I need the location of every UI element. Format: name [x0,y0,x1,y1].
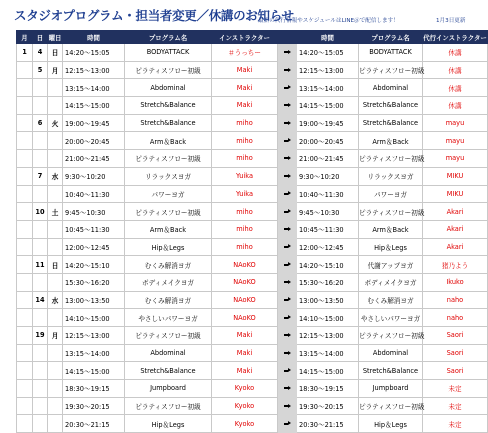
instructor-cell: Maki [212,79,278,97]
time-cell: 18:30〜19:15 [63,380,125,398]
time-cell: 12:00〜12:45 [63,238,125,256]
new-time-cell: 14:20〜15:10 [297,256,359,274]
weekday-cell [48,309,63,327]
program-cell: BODYATTACK [125,44,212,62]
new-time-cell: 14:15〜15:00 [297,362,359,380]
program-cell: むくみ解消ヨガ [125,256,212,274]
col-header-month: 月 [17,31,33,44]
month-cell [17,97,33,115]
program-cell: ピラティスフロー初級 [125,150,212,168]
time-cell: 10:45〜11:30 [63,220,125,238]
substitute-cell: mayu [423,114,488,132]
weekday-cell [48,238,63,256]
arrow-cell [278,256,297,274]
day-cell: 19 [33,327,48,345]
right-arrow-icon [284,244,291,249]
program-cell: リラックスヨガ [125,167,212,185]
substitute-cell: Akari [423,220,488,238]
instructor-cell: Maki [212,362,278,380]
weekday-cell: 日 [48,44,63,62]
new-time-cell: 13:15〜14:00 [297,344,359,362]
col-header-weekday: 曜日 [48,31,63,44]
weekday-cell [48,273,63,291]
substitute-cell: mayu [423,150,488,168]
day-cell [33,220,48,238]
arrow-cell [278,309,297,327]
day-cell [33,362,48,380]
instructor-cell: miho [212,132,278,150]
right-arrow-icon [284,50,291,55]
program-cell: Hip＆Legs [125,238,212,256]
month-cell [17,327,33,345]
day-cell [33,97,48,115]
new-time-cell: 19:30〜20:15 [297,397,359,415]
program-cell: Arm＆Back [125,220,212,238]
instructor-cell: Kyoko [212,397,278,415]
day-cell [33,415,48,433]
month-cell [17,415,33,433]
time-cell: 14:20〜15:05 [63,44,125,62]
arrow-cell [278,150,297,168]
month-cell [17,79,33,97]
instructor-cell: Yuika [212,185,278,203]
time-cell: 10:40〜11:30 [63,185,125,203]
program-cell: Stretch&Balance [125,114,212,132]
substitute-cell: 未定 [423,415,488,433]
program-cell: パワーヨガ [125,185,212,203]
weekday-cell [48,220,63,238]
instructor-cell: Maki [212,327,278,345]
time-cell: 21:00〜21:45 [63,150,125,168]
arrow-cell [278,415,297,433]
day-cell [33,380,48,398]
substitute-cell: Akari [423,238,488,256]
instructor-cell: miho [212,220,278,238]
right-arrow-icon [284,386,291,391]
table-row [17,362,488,380]
arrow-cell [278,238,297,256]
table-header-row [17,31,488,44]
program-cell: Abdominal [125,344,212,362]
new-time-cell: 19:00〜19:45 [297,114,359,132]
month-cell [17,220,33,238]
instructor-cell: Kyoko [212,380,278,398]
substitute-cell: mayu [423,132,488,150]
right-arrow-icon [284,262,291,267]
weekday-cell: 月 [48,61,63,79]
arrow-cell [278,79,297,97]
weekday-cell [48,380,63,398]
program-cell: Jumpboard [125,380,212,398]
line-notice: 最新の代行情報やスケジュールはLINE＠で配信します！ [258,18,399,24]
day-cell: 14 [33,291,48,309]
time-cell: 12:15〜13:00 [63,327,125,345]
new-program-cell: Stretch&Balance [359,362,423,380]
table-row [17,97,488,115]
day-cell: 4 [33,44,48,62]
table-row [17,79,488,97]
weekday-cell: 月 [48,327,63,345]
weekday-cell: 火 [48,114,63,132]
time-cell: 15:30〜16:20 [63,273,125,291]
new-time-cell: 21:00〜21:45 [297,150,359,168]
time-cell: 19:30〜20:15 [63,397,125,415]
arrow-cell [278,114,297,132]
right-arrow-icon [284,280,291,285]
weekday-cell: 水 [48,291,63,309]
arrow-cell [278,97,297,115]
right-arrow-icon [284,209,291,214]
month-cell [17,61,33,79]
substitute-cell: Saori [423,344,488,362]
col-header-instructor: インストラクター [212,31,278,44]
table-row [17,167,488,185]
day-cell: 10 [33,203,48,221]
right-arrow-icon [284,121,291,126]
right-arrow-icon [284,297,291,302]
arrow-cell [278,220,297,238]
day-cell [33,150,48,168]
col-header-arrow [278,31,297,44]
program-cell: ピラティスフロー初級 [125,203,212,221]
instructor-cell: NAoKO [212,256,278,274]
instructor-cell: NAoKO [212,309,278,327]
new-program-cell: リラックスヨガ [359,167,423,185]
weekday-cell [48,132,63,150]
program-cell: ボディメイクヨガ [125,273,212,291]
new-program-cell: パワーヨガ [359,185,423,203]
arrow-cell [278,397,297,415]
arrow-cell [278,380,297,398]
table-row [17,415,488,433]
right-arrow-icon [284,103,291,108]
month-cell [17,150,33,168]
table-row [17,344,488,362]
weekday-cell [48,344,63,362]
new-program-cell: ボディメイクヨガ [359,273,423,291]
time-cell: 9:45〜10:30 [63,203,125,221]
day-cell [33,132,48,150]
right-arrow-icon [284,315,291,320]
time-cell: 13:15〜14:00 [63,79,125,97]
right-arrow-icon [284,404,291,409]
substitute-cell: MIKU [423,167,488,185]
new-program-cell: やさしいパワーヨガ [359,309,423,327]
new-program-cell: ピラティスフロー初級 [359,397,423,415]
right-arrow-icon [284,368,291,373]
col-header-new-program: プログラム名 [359,31,423,44]
table-row [17,256,488,274]
program-cell: Abdominal [125,79,212,97]
substitute-cell: naho [423,291,488,309]
weekday-cell [48,97,63,115]
substitute-cell: 休講 [423,97,488,115]
program-cell: Stretch&Balance [125,362,212,380]
table-row [17,273,488,291]
arrow-cell [278,327,297,345]
day-cell [33,238,48,256]
new-time-cell: 12:00〜12:45 [297,238,359,256]
weekday-cell [48,150,63,168]
month-cell [17,185,33,203]
substitute-cell: 未定 [423,397,488,415]
day-cell [33,79,48,97]
program-cell: むくみ解消ヨガ [125,291,212,309]
instructor-cell: miho [212,150,278,168]
new-time-cell: 20:00〜20:45 [297,132,359,150]
new-program-cell: Jumpboard [359,380,423,398]
day-cell: 11 [33,256,48,274]
arrow-cell [278,185,297,203]
month-cell [17,380,33,398]
time-cell: 20:00〜20:45 [63,132,125,150]
updated-date: 1月3日更新 [436,18,466,24]
right-arrow-icon [284,156,291,161]
time-cell: 13:00〜13:50 [63,291,125,309]
new-time-cell: 15:30〜16:20 [297,273,359,291]
program-cell: Hip＆Legs [125,415,212,433]
substitute-cell: 未定 [423,380,488,398]
arrow-cell [278,344,297,362]
arrow-cell [278,291,297,309]
new-time-cell: 10:40〜11:30 [297,185,359,203]
right-arrow-icon [284,85,291,90]
instructor-cell: NAoKO [212,273,278,291]
weekday-cell: 水 [48,167,63,185]
arrow-cell [278,132,297,150]
new-program-cell: Hip＆Legs [359,415,423,433]
substitute-cell: 休講 [423,79,488,97]
instructor-cell: Maki [212,97,278,115]
new-time-cell: 9:45〜10:30 [297,203,359,221]
day-cell: 7 [33,167,48,185]
table-row [17,397,488,415]
substitute-cell: naho [423,309,488,327]
arrow-cell [278,273,297,291]
substitute-cell: 猪乃よう [423,256,488,274]
right-arrow-icon [284,68,291,73]
new-time-cell: 12:15〜13:00 [297,61,359,79]
new-time-cell: 9:30〜10:20 [297,167,359,185]
new-program-cell: Hip＆Legs [359,238,423,256]
time-cell: 9:30〜10:20 [63,167,125,185]
month-cell [17,273,33,291]
instructor-cell: miho [212,114,278,132]
right-arrow-icon [284,138,291,143]
table-row [17,114,488,132]
table-row [17,309,488,327]
weekday-cell [48,79,63,97]
instructor-cell: Maki [212,344,278,362]
substitute-cell: Ikuko [423,273,488,291]
substitute-cell: Akari [423,203,488,221]
day-cell [33,309,48,327]
table-row [17,327,488,345]
table-row [17,220,488,238]
weekday-cell: 土 [48,203,63,221]
right-arrow-icon [284,421,291,426]
arrow-cell [278,61,297,79]
new-time-cell: 18:30〜19:15 [297,380,359,398]
right-arrow-icon [284,333,291,338]
instructor-cell: ＃うっちー [212,44,278,62]
month-cell [17,309,33,327]
weekday-cell [48,185,63,203]
right-arrow-icon [284,227,291,232]
day-cell: 5 [33,61,48,79]
time-cell: 12:15〜13:00 [63,61,125,79]
page-title: スタジオプログラム・担当者変更／休講のお知らせ [14,8,294,23]
col-header-substitute: 代行インストラクター [423,31,488,44]
month-cell [17,203,33,221]
time-cell: 14:20〜15:10 [63,256,125,274]
new-time-cell: 10:45〜11:30 [297,220,359,238]
table-row [17,238,488,256]
table-row [17,150,488,168]
instructor-cell: Maki [212,61,278,79]
weekday-cell [48,415,63,433]
program-cell: ピラティスフロー初級 [125,61,212,79]
substitute-cell: 休講 [423,44,488,62]
instructor-cell: Yuika [212,167,278,185]
day-cell [33,397,48,415]
col-header-new-time: 時間 [297,31,359,44]
substitute-cell: Saori [423,362,488,380]
table-row [17,61,488,79]
time-cell: 20:30〜21:15 [63,415,125,433]
time-cell: 19:00〜19:45 [63,114,125,132]
program-cell: Stretch&Balance [125,97,212,115]
month-cell [17,256,33,274]
new-program-cell: ピラティスフロー初級 [359,203,423,221]
time-cell: 14:15〜15:00 [63,362,125,380]
arrow-cell [278,44,297,62]
program-cell: ピラティスフロー初級 [125,327,212,345]
instructor-cell: miho [212,238,278,256]
new-time-cell: 13:00〜13:50 [297,291,359,309]
new-time-cell: 14:10〜15:00 [297,309,359,327]
new-program-cell: ピラティスフロー初級 [359,61,423,79]
new-time-cell: 14:15〜15:00 [297,97,359,115]
program-cell: ピラティスフロー初級 [125,397,212,415]
new-program-cell: BODYATTACK [359,44,423,62]
right-arrow-icon [284,174,291,179]
month-cell [17,238,33,256]
arrow-cell [278,362,297,380]
substitute-cell: MIKU [423,185,488,203]
program-cell: やさしいパワーヨガ [125,309,212,327]
schedule-change-table [16,30,488,433]
new-time-cell: 20:30〜21:15 [297,415,359,433]
program-cell: Arm＆Back [125,132,212,150]
table-row [17,291,488,309]
new-time-cell: 12:15〜13:00 [297,327,359,345]
new-program-cell: ピラティスフロー初級 [359,150,423,168]
instructor-cell: miho [212,203,278,221]
month-cell [17,362,33,380]
day-cell [33,273,48,291]
day-cell [33,344,48,362]
arrow-cell [278,203,297,221]
new-program-cell: Stretch&Balance [359,97,423,115]
substitute-cell: Saori [423,327,488,345]
right-arrow-icon [284,191,291,196]
time-cell: 14:15〜15:00 [63,97,125,115]
month-cell [17,132,33,150]
new-program-cell: むくみ解消ヨガ [359,291,423,309]
new-program-cell: Abdominal [359,344,423,362]
new-program-cell: ピラティスフロー初級 [359,327,423,345]
month-cell [17,397,33,415]
month-cell: 1 [17,44,33,62]
weekday-cell [48,362,63,380]
table-row [17,132,488,150]
col-header-day: 日 [33,31,48,44]
instructor-cell: NAoKO [212,291,278,309]
new-program-cell: Abdominal [359,79,423,97]
month-cell [17,344,33,362]
time-cell: 14:10〜15:00 [63,309,125,327]
month-cell [17,291,33,309]
weekday-cell [48,397,63,415]
month-cell [17,114,33,132]
day-cell [33,185,48,203]
month-cell [17,167,33,185]
day-cell: 6 [33,114,48,132]
table-row [17,203,488,221]
new-program-cell: 代謝アップヨガ [359,256,423,274]
time-cell: 13:15〜14:00 [63,344,125,362]
substitute-cell: 休講 [423,61,488,79]
right-arrow-icon [284,351,291,356]
col-header-time: 時間 [63,31,125,44]
new-time-cell: 13:15〜14:00 [297,79,359,97]
table-row [17,44,488,62]
new-program-cell: Arm＆Back [359,220,423,238]
new-program-cell: Stretch&Balance [359,114,423,132]
table-row [17,380,488,398]
arrow-cell [278,167,297,185]
weekday-cell: 日 [48,256,63,274]
new-time-cell: 14:20〜15:05 [297,44,359,62]
new-program-cell: Arm＆Back [359,132,423,150]
col-header-program: プログラム名 [125,31,212,44]
table-row [17,185,488,203]
instructor-cell: Kyoko [212,415,278,433]
